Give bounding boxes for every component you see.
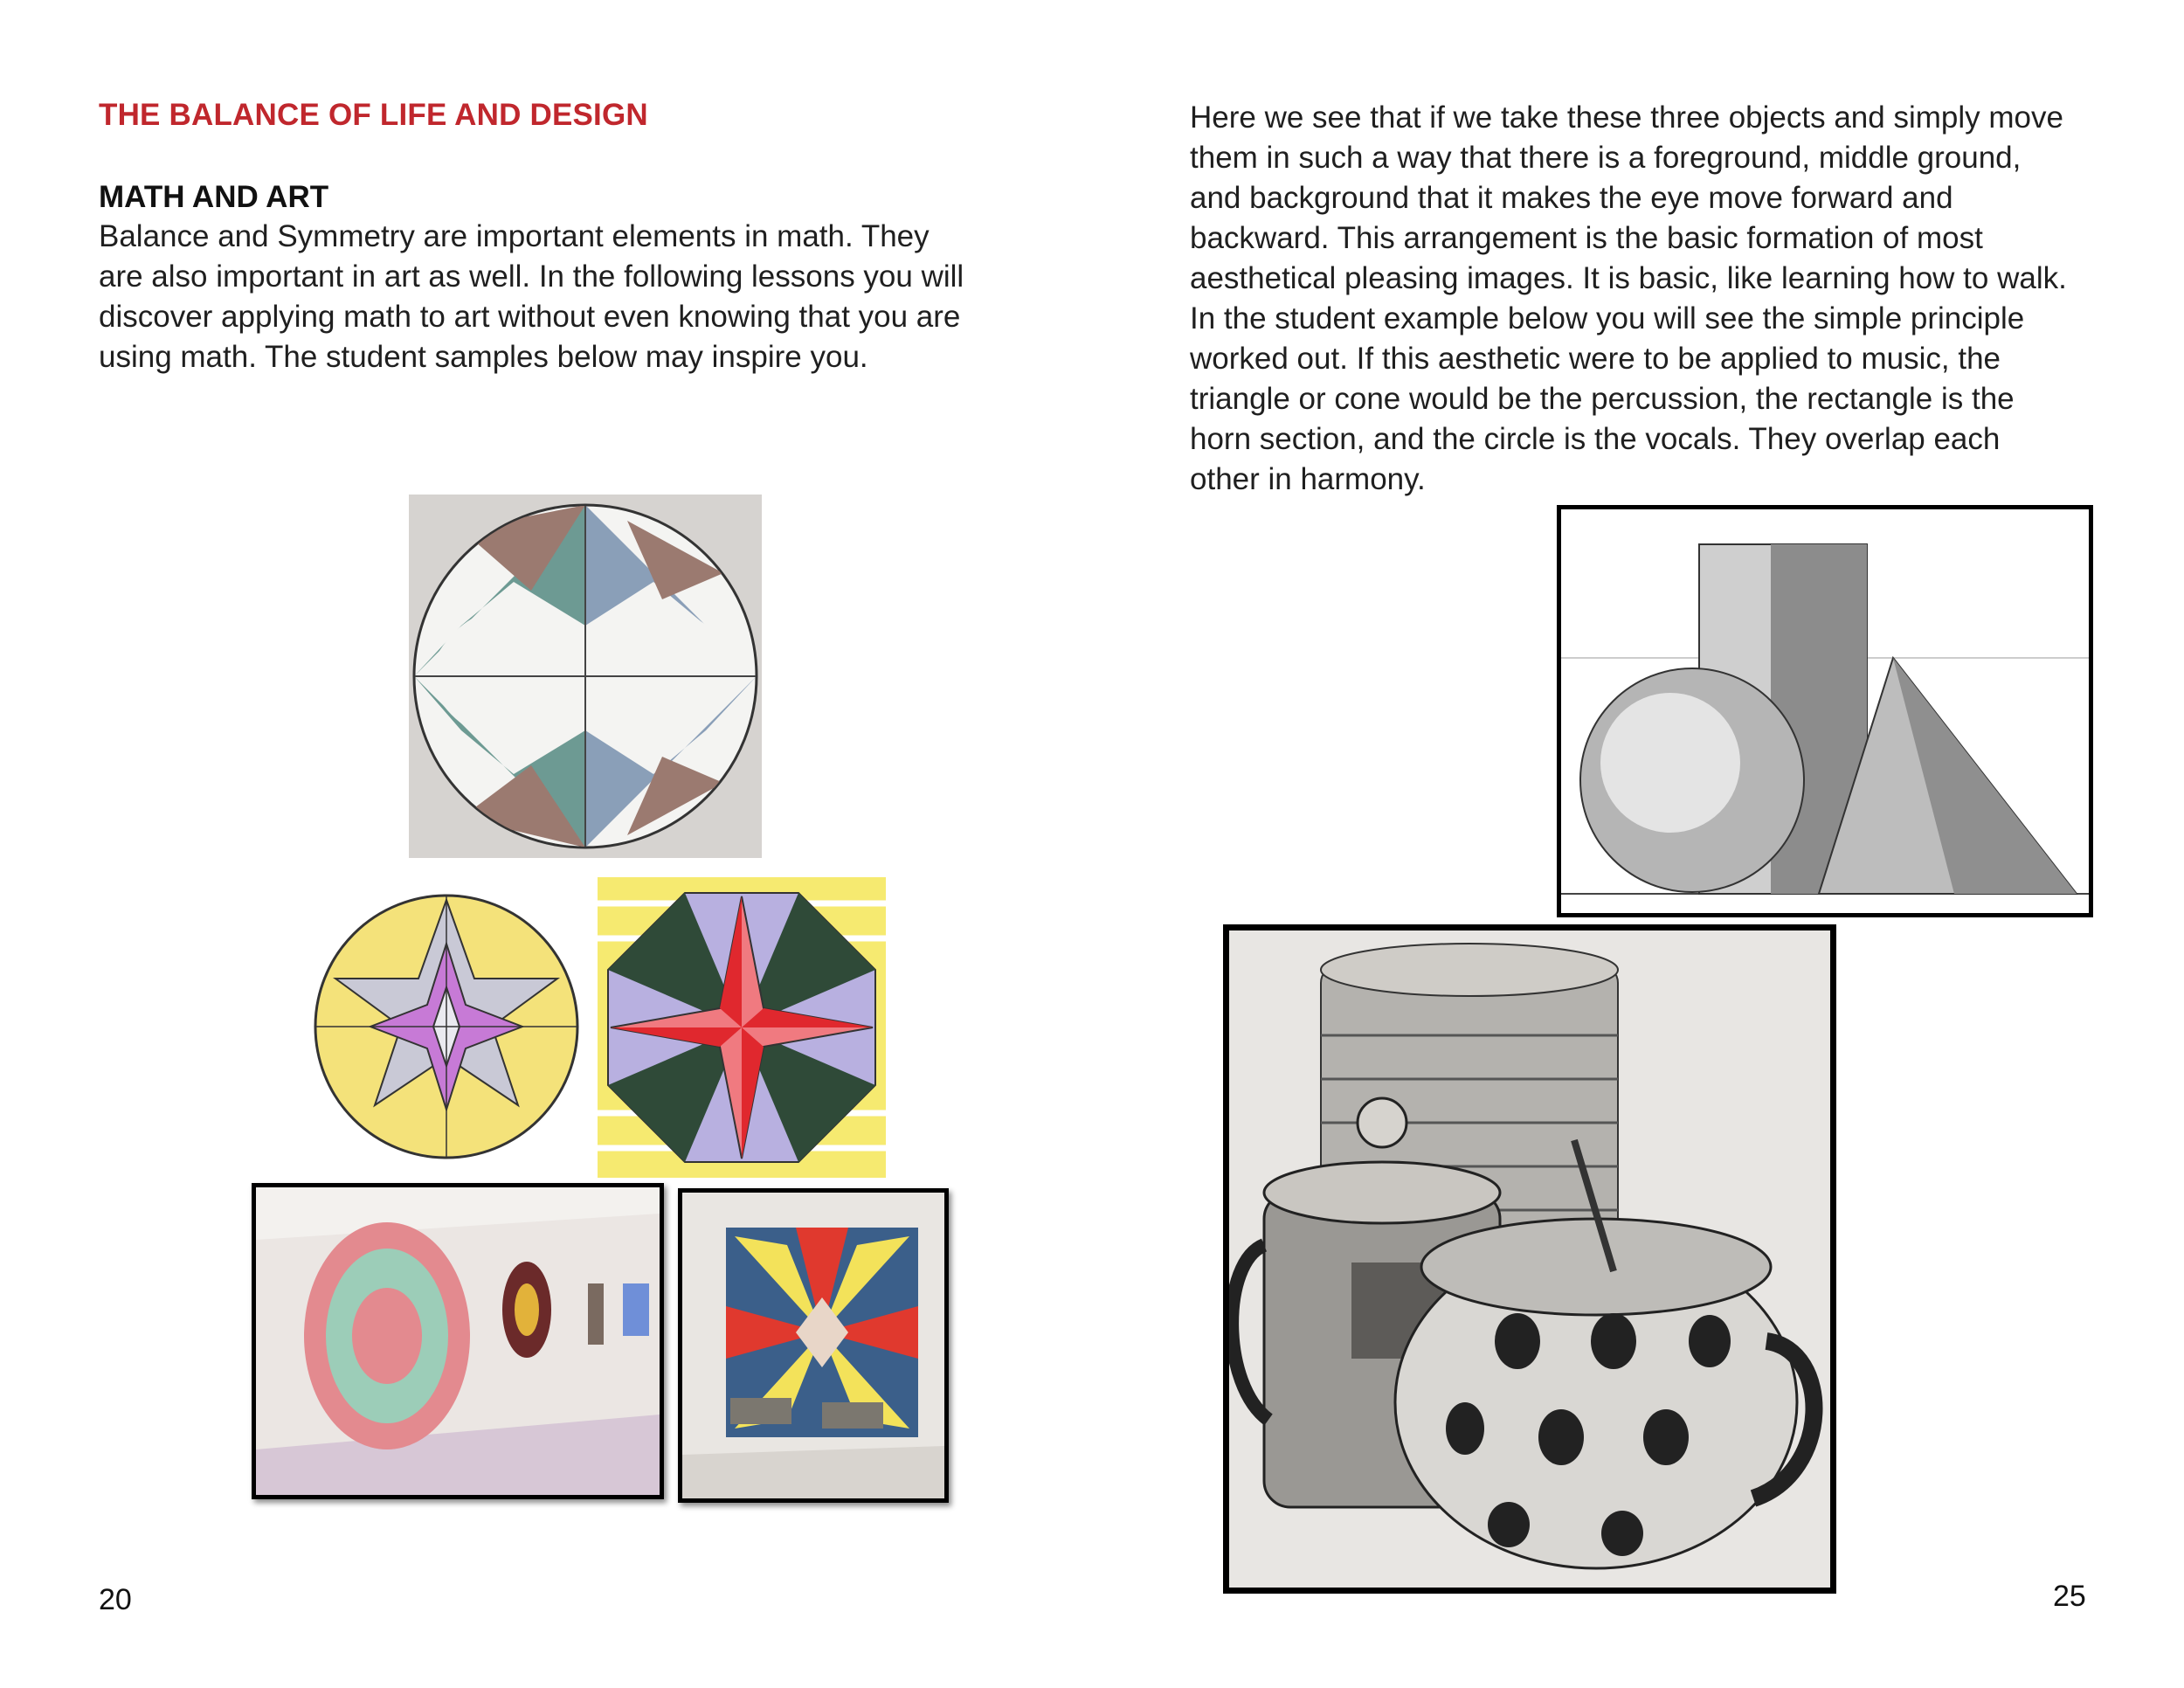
hallway-mural-photo — [252, 1183, 664, 1499]
left-page-number: 20 — [99, 1583, 132, 1616]
left-body-text: Balance and Symmetry are important elements in math. They are also important in art as well. In the following lessons you will discover applying math to art without even knowing that you are using math. The student samples below may inspire you. — [99, 219, 964, 374]
starburst-mural-photo — [678, 1188, 949, 1503]
sphere-cylinder-cone-sketch — [1557, 505, 2093, 917]
right-page-number: 25 — [2053, 1580, 2086, 1613]
circle-string-art-drawing — [409, 495, 762, 858]
compass-rose-octagon-drawing — [598, 877, 886, 1178]
subheading: MATH AND ART — [99, 180, 329, 214]
right-body-text: Here we see that if we take these three objects and simply move them in such a way that there is a foreground, middle ground, and background that it makes the eye move forward and backward. This arrangement is the basic formation of most aesthetical pleasing images. It is basic, like learning how to walk. In the student example below you will see the simple principle worked out. If this aesthetic were to be applied to music, the triangle or cone would be the percussion, the rectangle is the horn section, and the circle is the vocals. They overlap each other in harmony. — [1190, 100, 2067, 496]
section-title: THE BALANCE OF LIFE AND DESIGN — [99, 98, 648, 132]
still-life-cups-sketch — [1223, 924, 1836, 1594]
star-mandala-drawing — [304, 882, 589, 1171]
